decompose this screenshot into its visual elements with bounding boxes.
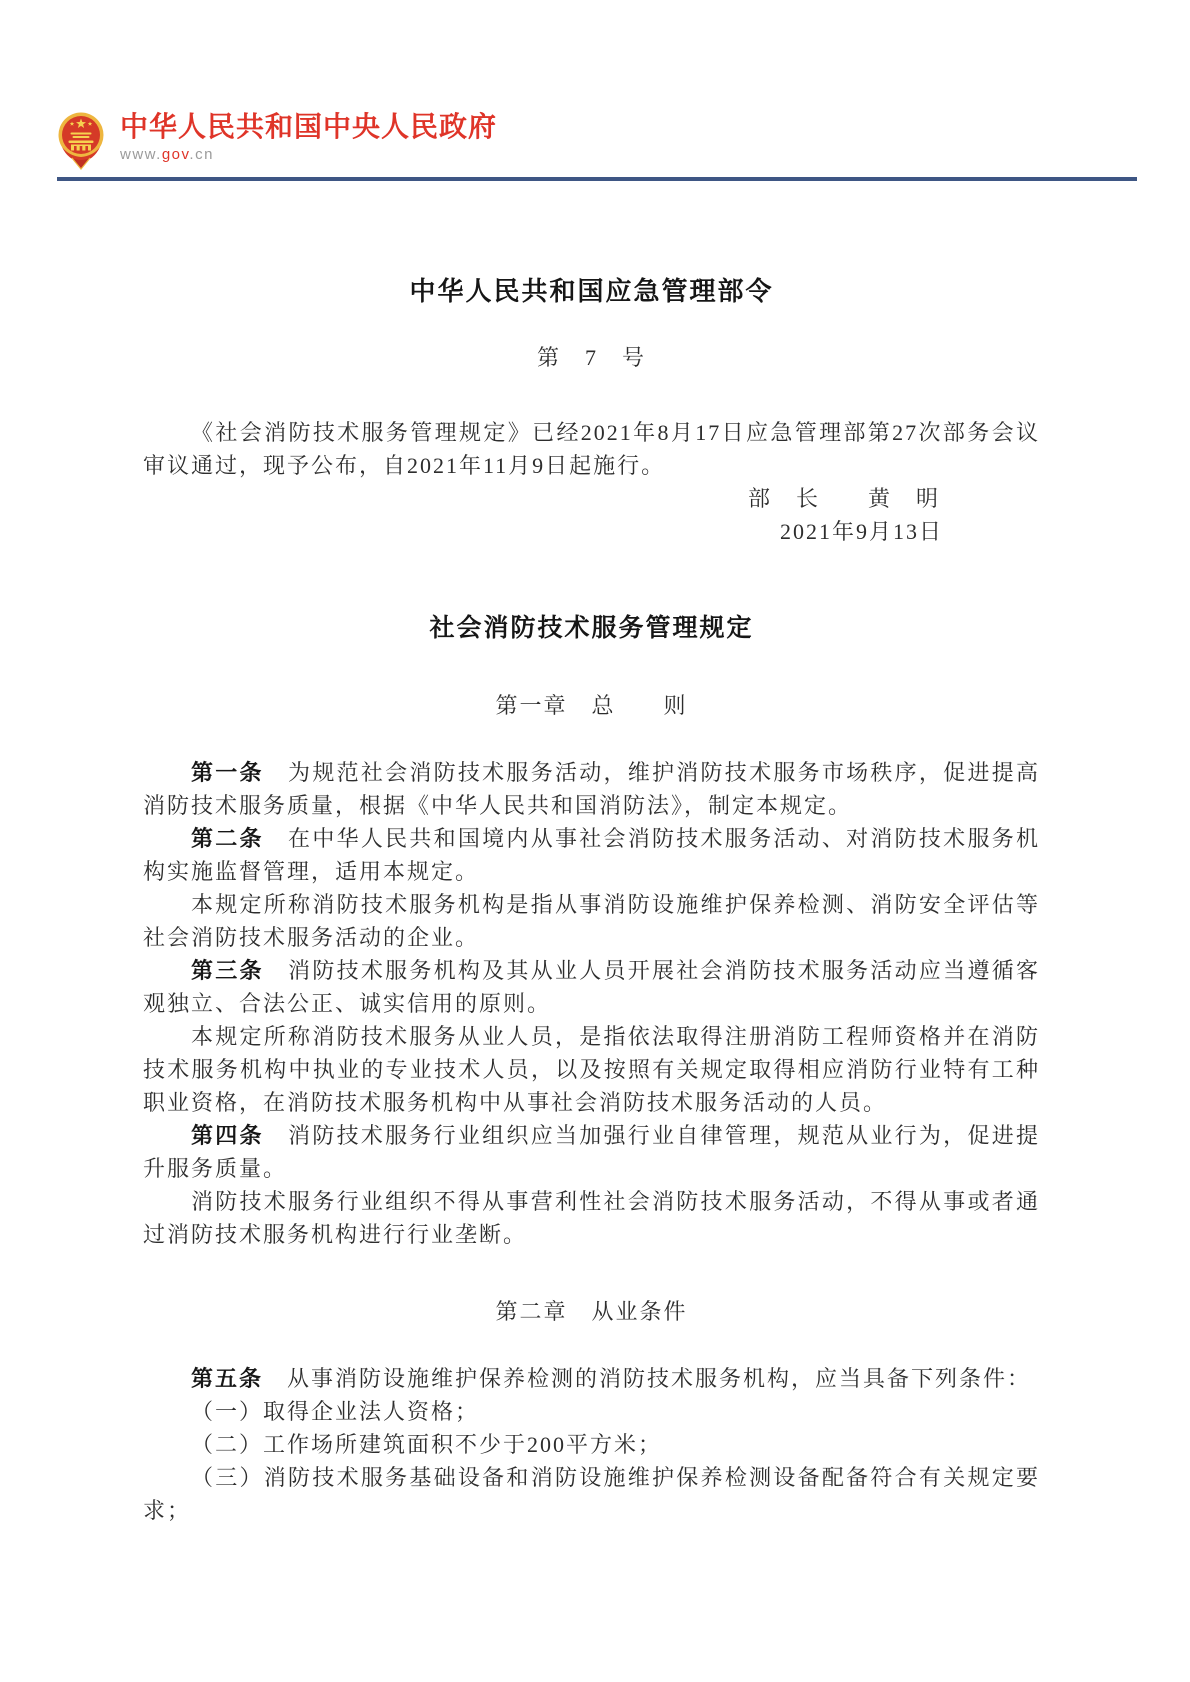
- article-number: 第一条: [191, 760, 264, 785]
- article-number: 第二条: [191, 826, 264, 851]
- document-blocks: [143, 689, 1040, 1527]
- order-intro: 《社会消防技术服务管理规定》已经2021年8月17日应急管理部第27次部务会议审议通过，现予公布，自2021年11月9日起施行。: [143, 420, 1040, 478]
- order-number: 第 7 号: [536, 345, 646, 370]
- chapter-heading: 第一章 总 则: [495, 693, 688, 718]
- site-brand: [120, 112, 497, 163]
- paragraph: （二）工作场所建筑面积不少于200平方米；: [191, 1432, 663, 1457]
- article-paragraph: 第二条 在中华人民共和国境内从事社会消防技术服务活动、对消防技术服务机构实施监督管理，适用本规定。: [143, 826, 1040, 884]
- site-url-link[interactable]: [120, 146, 497, 163]
- article-paragraph: 第三条 消防技术服务机构及其从业人员开展社会消防技术服务活动应当遵循客观独立、合法公正、诚实信用的原则。: [143, 958, 1040, 1016]
- url-cn: .cn: [189, 146, 214, 163]
- regulation-title: 社会消防技术服务管理规定: [429, 614, 754, 642]
- article-number: 第五条: [191, 1366, 264, 1391]
- paragraph: （一）取得企业法人资格；: [191, 1399, 480, 1424]
- paragraph: 本规定所称消防技术服务机构是指从事消防设施维护保养检测、消防安全评估等社会消防技术服务活动的企业。: [143, 892, 1040, 950]
- document: [143, 274, 1040, 1527]
- site-logo-row: [57, 112, 1190, 170]
- paragraph: 本规定所称消防技术服务从业人员，是指依法取得注册消防工程师资格并在消防技术服务机构中执业的专业技术人员，以及按照有关规定取得相应消防行业特有工种职业资格，在消防技术服务机构中从事社会消防技术服务活动的人员。: [143, 1024, 1040, 1115]
- url-gov: gov: [161, 146, 190, 163]
- paragraph: （三）消防技术服务基础设备和消防设施维护保养检测设备配备符合有关规定要求；: [143, 1465, 1040, 1523]
- site-header: [0, 0, 1190, 181]
- order-title: 中华人民共和国应急管理部令: [409, 276, 774, 306]
- paragraph: 消防技术服务行业组织不得从事营利性社会消防技术服务活动，不得从事或者通过消防技术服务机构进行行业垄断。: [143, 1189, 1040, 1247]
- article-number: 第三条: [191, 958, 264, 983]
- article-paragraph: 第一条 为规范社会消防技术服务活动，维护消防技术服务市场秩序，促进提高消防技术服务质量，根据《中华人民共和国消防法》，制定本规定。: [143, 760, 1040, 818]
- signature-line: 部 长 黄 明: [747, 486, 940, 511]
- article-number: 第四条: [191, 1123, 264, 1148]
- url-www: www.: [120, 146, 162, 163]
- article-paragraph: 第四条 消防技术服务行业组织应当加强行业自律管理，规范从业行为，促进提升服务质量。: [143, 1123, 1040, 1181]
- chapter-heading: 第二章 从业条件: [495, 1299, 688, 1324]
- header-divider: [57, 177, 1137, 181]
- national-emblem-icon: [57, 112, 105, 170]
- signature-date: 2021年9月13日: [779, 519, 943, 544]
- site-title: 中华人民共和国中央人民政府: [120, 111, 498, 142]
- article-paragraph: 第五条 从事消防设施维护保养检测的消防技术服务机构，应当具备下列条件：: [191, 1366, 1032, 1391]
